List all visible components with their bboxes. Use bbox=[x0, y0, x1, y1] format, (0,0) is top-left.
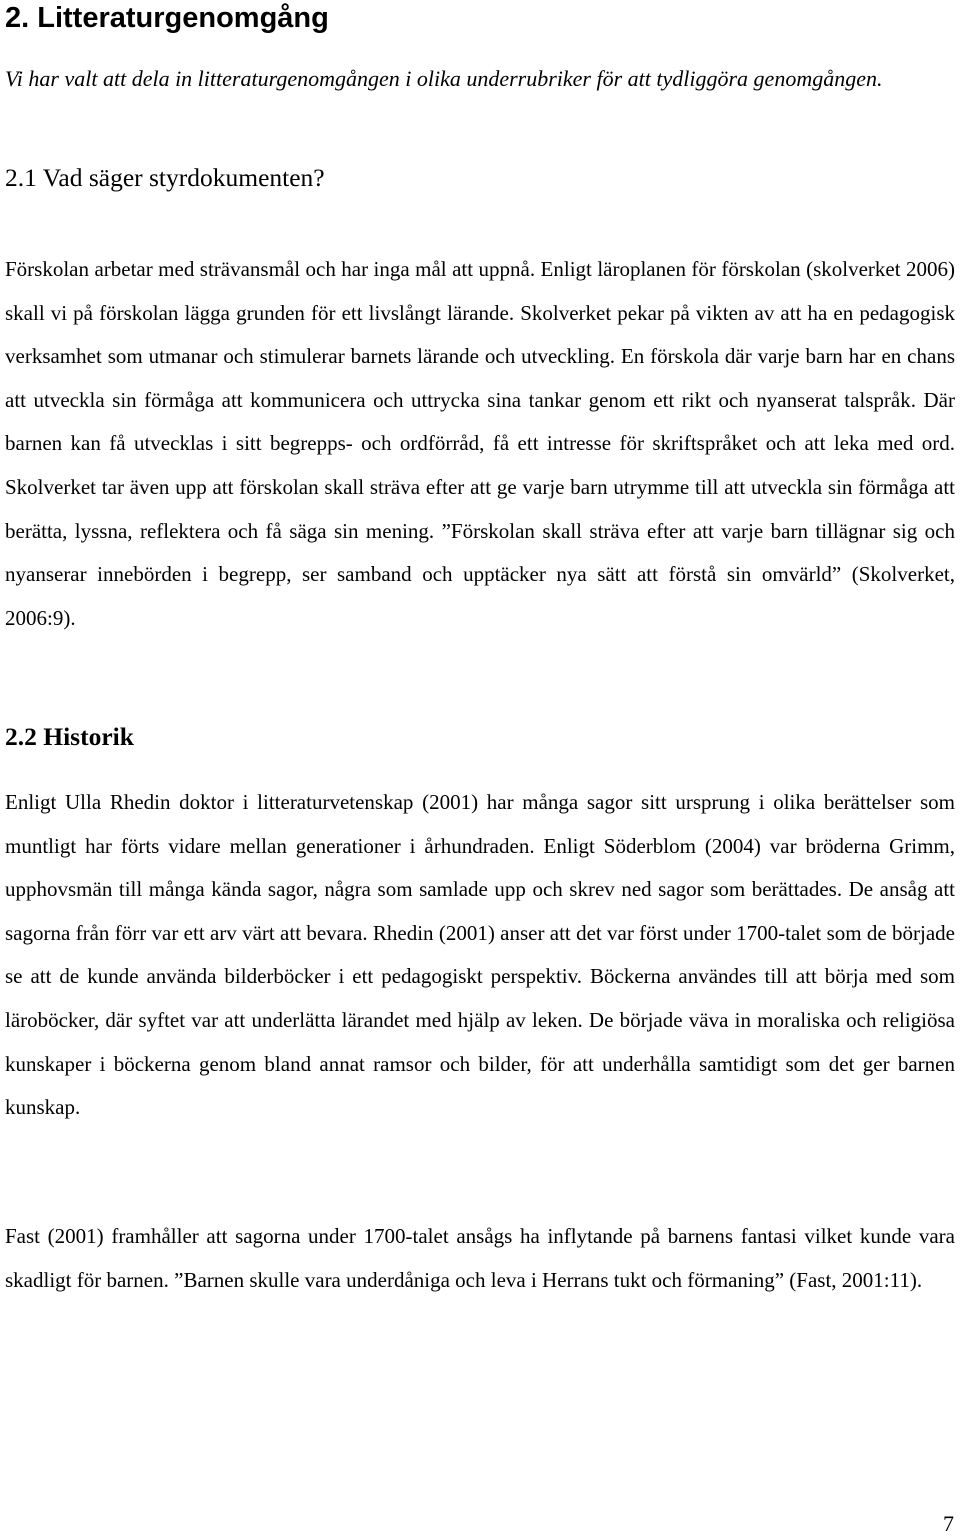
section-title-styrdokument: 2.1 Vad säger styrdokumenten? bbox=[5, 163, 325, 192]
chapter-intro: Vi har valt att dela in litteraturgenomgången i olika underrubriker för att tydliggöra genomgången. bbox=[5, 66, 883, 91]
page-number: 7 bbox=[943, 1511, 954, 1536]
chapter-title: 2. Litteraturgenomgång bbox=[5, 2, 329, 34]
paragraph: Enligt Ulla Rhedin doktor i litteraturvetenskap (2001) har många sagor sitt ursprung i olika berättelser som muntligt har förts vidare mellan generationer i århundraden. Enligt Söderblom (2004) var bröderna Grimm, upphovsmän till många kända sagor, några som samlade upp och skrev ned sagor som berättades. De ansåg att sagorna från förr var ett arv värt att bevara. Rhedin (2001) anser att det var först under 1700-talet som de började se att de kunde använda bilderböcker i ett pedagogiskt perspektiv. Böckerna användes till att börja med som läroböcker, där syftet var att underlätta lärandet med hjälp av leken. De började väva in moraliska och religiösa kunskaper i böckerna genom bland annat ramsor och bilder, för att underhålla samtidigt som det ger barnen kunskap. bbox=[5, 790, 955, 1120]
paragraph: Förskolan arbetar med strävansmål och har inga mål att uppnå. Enligt läroplanen för förskolan (skolverket 2006) skall vi på förskolan lägga grunden för ett livslångt lärande. Skolverket pekar på vikten av att ha en pedagogisk verksamhet som utmanar och stimulerar barnets lärande och utveckling. En förskola där varje barn har en chans att utveckla sin förmåga att kommunicera och uttrycka sina tankar genom ett rikt och nyanserat talspråk. Där barnen kan få utvecklas i sitt begrepps- och ordförråd, få ett intresse för skriftspråket och att leka med ord. Skolverket tar även upp att förskolan skall sträva efter att ge varje barn utrymme till att utveckla sin förmåga att berätta, lyssna, reflektera och få säga sin mening. ”Förskolan skall sträva efter att varje barn tillägnar sig och nyanserar innebörden i begrepp, ser samband och upptäcker nya sätt att förstå sin omvärld” (Skolverket, 2006:9). bbox=[5, 257, 955, 630]
paragraph: Fast (2001) framhåller att sagorna under 1700-talet ansågs ha inflytande på barnens fantasi vilket kunde vara skadligt för barnen. ”Barnen skulle vara underdåniga och leva i Herrans tukt och förmaning” (Fast, 2001:11). bbox=[5, 1224, 955, 1292]
section-title-historik: 2.2 Historik bbox=[5, 722, 134, 751]
